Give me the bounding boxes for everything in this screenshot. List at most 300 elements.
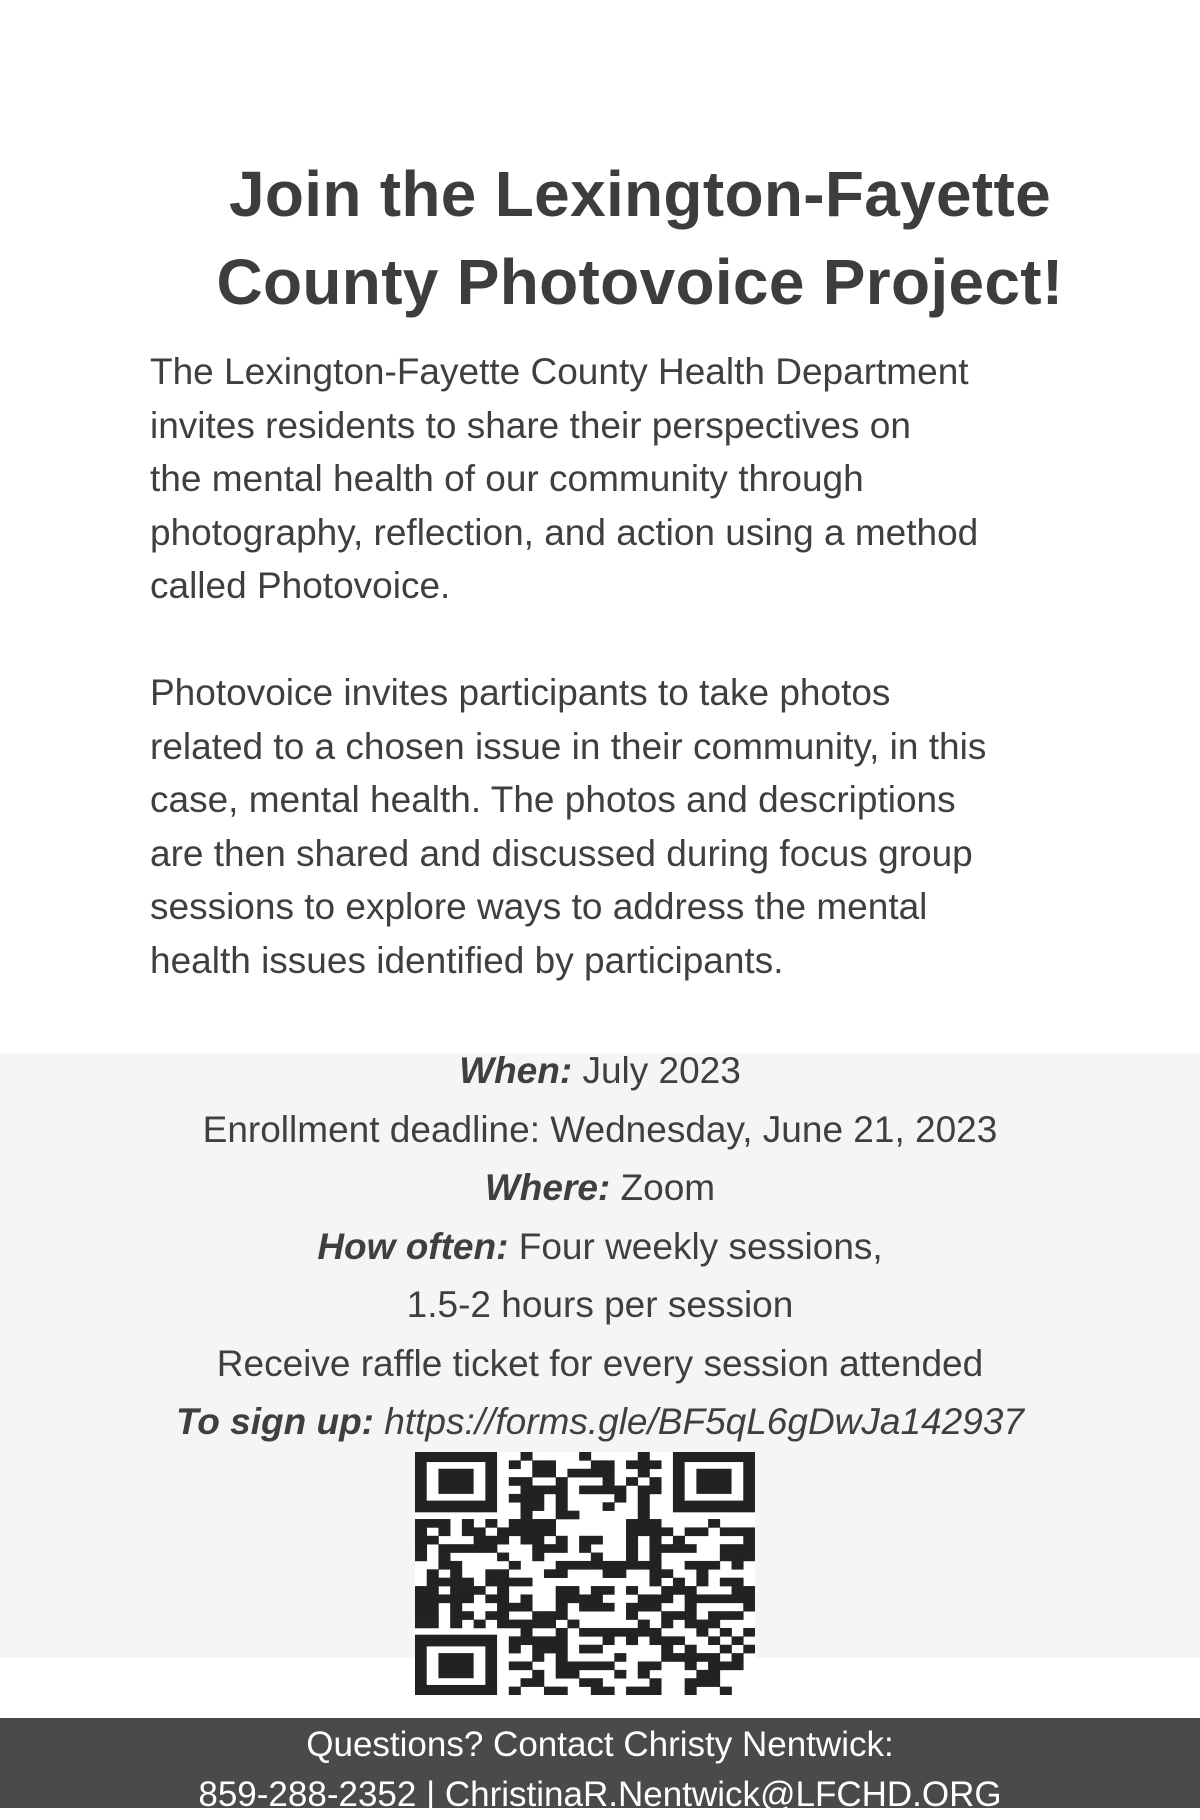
qr-module (649, 1460, 661, 1469)
qr-module (579, 1661, 591, 1670)
qr-module (521, 1636, 533, 1645)
qr-module (485, 1578, 497, 1587)
intro-line: The Lexington-Fayette County Health Department (150, 351, 969, 392)
qr-module (544, 1527, 556, 1536)
qr-module (474, 1527, 486, 1536)
qr-module (532, 1494, 544, 1503)
qr-module (603, 1586, 615, 1595)
qr-module (720, 1661, 732, 1670)
qr-module (661, 1544, 673, 1553)
qr-module (544, 1544, 556, 1553)
qr-module (567, 1594, 579, 1603)
qr-module (462, 1527, 474, 1536)
intro-paragraph (150, 345, 1070, 613)
qr-module (450, 1586, 462, 1595)
qr-module (626, 1611, 638, 1620)
qr-module (626, 1544, 638, 1553)
qr-module (532, 1636, 544, 1645)
qr-module (415, 1611, 427, 1620)
event-details (0, 1042, 1200, 1452)
qr-module (544, 1645, 556, 1654)
qr-module (567, 1511, 579, 1520)
qr-module (626, 1519, 638, 1528)
qr-module (708, 1620, 720, 1629)
qr-module (649, 1561, 661, 1570)
raffle-note: Receive raffle ticket for every session attended (216, 1342, 984, 1384)
qr-module (462, 1586, 474, 1595)
qr-module (649, 1578, 661, 1587)
qr-module (462, 1544, 474, 1553)
qr-module (591, 1586, 603, 1595)
qr-module (603, 1661, 615, 1670)
qr-module (567, 1469, 579, 1478)
qr-module (567, 1561, 579, 1570)
qr-module (544, 1636, 556, 1645)
qr-module (603, 1569, 615, 1578)
qr-code-icon[interactable] (415, 1452, 755, 1695)
qr-module (521, 1536, 533, 1545)
qr-finder-center (696, 1469, 731, 1494)
qr-module (626, 1553, 638, 1562)
description-line: health issues identified by participants. (150, 939, 784, 981)
qr-module (427, 1611, 439, 1620)
qr-module (556, 1687, 568, 1695)
qr-module (415, 1603, 427, 1612)
qr-module (732, 1594, 744, 1603)
qr-module (661, 1620, 673, 1629)
qr-module (544, 1469, 556, 1478)
qr-module (614, 1486, 626, 1495)
qr-module (720, 1578, 732, 1587)
qr-module (532, 1460, 544, 1469)
page-title (100, 150, 1180, 326)
qr-module (638, 1502, 650, 1511)
qr-module (720, 1645, 732, 1654)
qr-module (591, 1561, 603, 1570)
qr-module (708, 1636, 720, 1645)
qr-module (567, 1586, 579, 1595)
qr-module (638, 1452, 650, 1461)
qr-module (509, 1494, 521, 1503)
qr-module (720, 1594, 732, 1603)
qr-module (743, 1628, 755, 1637)
qr-module (591, 1594, 603, 1603)
qr-module (638, 1494, 650, 1503)
qr-module (614, 1628, 626, 1637)
qr-module (521, 1678, 533, 1687)
qr-module (462, 1578, 474, 1587)
qr-module (450, 1603, 462, 1612)
qr-module (415, 1536, 427, 1545)
qr-module (556, 1486, 568, 1495)
qr-module (696, 1628, 708, 1637)
qr-module (521, 1527, 533, 1536)
qr-module (673, 1544, 685, 1553)
qr-module (556, 1536, 568, 1545)
qr-module (603, 1486, 615, 1495)
qr-module (415, 1553, 427, 1562)
qr-module (521, 1620, 533, 1629)
qr-module (579, 1452, 591, 1461)
qr-module (521, 1494, 533, 1503)
qr-module (708, 1670, 720, 1679)
qr-module (626, 1628, 638, 1637)
qr-module (649, 1687, 661, 1695)
qr-module (685, 1527, 697, 1536)
qr-module (638, 1561, 650, 1570)
qr-module (556, 1502, 568, 1511)
enrollment-deadline: Enrollment deadline: Wednesday, June 21, 2023 (202, 1108, 998, 1150)
qr-module (427, 1586, 439, 1595)
qr-module (708, 1561, 720, 1570)
qr-module (661, 1645, 673, 1654)
qr-module (532, 1553, 544, 1562)
qr-module (579, 1486, 591, 1495)
qr-module (509, 1578, 521, 1587)
intro-line: photography, reflection, and action using a method (150, 511, 979, 553)
qr-module (626, 1477, 638, 1486)
qr-module (638, 1628, 650, 1637)
qr-module (720, 1553, 732, 1562)
qr-module (661, 1653, 673, 1662)
qr-module (720, 1527, 732, 1536)
qr-module (415, 1527, 427, 1536)
qr-module (521, 1661, 533, 1670)
qr-module (556, 1569, 568, 1578)
qr-module (614, 1561, 626, 1570)
qr-module (743, 1594, 755, 1603)
qr-module (567, 1661, 579, 1670)
qr-module (649, 1553, 661, 1562)
qr-module (649, 1477, 661, 1486)
qr-module (649, 1544, 661, 1553)
qr-module (732, 1661, 744, 1670)
qr-module (544, 1611, 556, 1620)
qr-module (708, 1594, 720, 1603)
qr-module (427, 1603, 439, 1612)
qr-module (438, 1519, 450, 1528)
qr-module (556, 1511, 568, 1520)
qr-module (696, 1527, 708, 1536)
qr-module (438, 1544, 450, 1553)
qr-module (556, 1628, 568, 1637)
qr-module (509, 1527, 521, 1536)
qr-module (579, 1678, 591, 1687)
qr-module (708, 1519, 720, 1528)
qr-module (497, 1578, 509, 1587)
qr-module (509, 1460, 521, 1469)
qr-module (649, 1527, 661, 1536)
qr-module (732, 1611, 744, 1620)
qr-module (732, 1553, 744, 1562)
qr-module (661, 1594, 673, 1603)
qr-module (743, 1553, 755, 1562)
qr-module (626, 1586, 638, 1595)
qr-module (649, 1603, 661, 1612)
qr-module (696, 1578, 708, 1587)
qr-module (603, 1502, 615, 1511)
where-label: Where: (484, 1167, 611, 1208)
qr-module (649, 1519, 661, 1528)
qr-module (720, 1687, 732, 1695)
qr-module (708, 1653, 720, 1662)
qr-module (521, 1519, 533, 1528)
qr-module (743, 1603, 755, 1612)
qr-module (474, 1620, 486, 1629)
qr-module (720, 1611, 732, 1620)
qr-module (696, 1670, 708, 1679)
qr-module (509, 1561, 521, 1570)
qr-module (661, 1586, 673, 1595)
qr-module (626, 1460, 638, 1469)
qr-module (521, 1502, 533, 1511)
qr-module (556, 1594, 568, 1603)
qr-module (521, 1486, 533, 1495)
qr-module (579, 1594, 591, 1603)
qr-module (450, 1594, 462, 1603)
qr-module (556, 1611, 568, 1620)
qr-module (614, 1569, 626, 1578)
qr-module (509, 1620, 521, 1629)
qr-module (556, 1544, 568, 1553)
qr-module (673, 1611, 685, 1620)
qr-module (661, 1611, 673, 1620)
qr-module (638, 1620, 650, 1629)
qr-module (649, 1569, 661, 1578)
qr-module (579, 1603, 591, 1612)
qr-module (696, 1561, 708, 1570)
qr-module (556, 1636, 568, 1645)
qr-module (427, 1594, 439, 1603)
qr-module (661, 1527, 673, 1536)
qr-module (579, 1645, 591, 1654)
qr-module (685, 1678, 697, 1687)
qr-module (521, 1511, 533, 1520)
qr-module (462, 1611, 474, 1620)
qr-module (638, 1670, 650, 1679)
qr-module (603, 1636, 615, 1645)
qr-module (743, 1586, 755, 1595)
qr-module (708, 1611, 720, 1620)
qr-module (509, 1603, 521, 1612)
qr-module (497, 1553, 509, 1562)
qr-module (732, 1544, 744, 1553)
intro-line: invites residents to share their perspectives on (150, 404, 911, 446)
qr-module (474, 1536, 486, 1545)
qr-finder-center (438, 1653, 473, 1678)
qr-module (638, 1603, 650, 1612)
qr-module (638, 1661, 650, 1670)
footer-details-line[interactable]: 859-288-2352 | ChristinaR.Nentwick@LFCHD.ORG (198, 1775, 1002, 1814)
qr-module (450, 1578, 462, 1587)
qr-module (685, 1611, 697, 1620)
qr-module (649, 1628, 661, 1637)
qr-module (556, 1670, 568, 1679)
qr-module (673, 1578, 685, 1587)
qr-module (591, 1486, 603, 1495)
qr-module (509, 1477, 521, 1486)
qr-module (521, 1628, 533, 1637)
qr-module (450, 1569, 462, 1578)
signup-label: To sign up: (176, 1401, 375, 1442)
qr-module (732, 1653, 744, 1662)
qr-module (603, 1477, 615, 1486)
qr-module (415, 1544, 427, 1553)
qr-module (497, 1611, 509, 1620)
footer-contact-line: Questions? Contact Christy Nentwick: (306, 1725, 894, 1764)
qr-module (649, 1678, 661, 1687)
qr-module (567, 1620, 579, 1629)
qr-module (743, 1645, 755, 1654)
session-length: 1.5-2 hours per session (406, 1284, 794, 1325)
qr-module (638, 1460, 650, 1469)
qr-module (462, 1519, 474, 1528)
qr-module (438, 1527, 450, 1536)
qr-module (685, 1561, 697, 1570)
qr-module (521, 1452, 533, 1461)
qr-module (696, 1569, 708, 1578)
qr-module (638, 1519, 650, 1528)
qr-module (603, 1460, 615, 1469)
qr-module (532, 1620, 544, 1629)
qr-module (509, 1645, 521, 1654)
qr-module (521, 1477, 533, 1486)
qr-module (532, 1678, 544, 1687)
qr-module (649, 1661, 661, 1670)
qr-module (720, 1628, 732, 1637)
qr-module (509, 1519, 521, 1528)
qr-module (485, 1594, 497, 1603)
qr-module (626, 1603, 638, 1612)
qr-module (638, 1594, 650, 1603)
qr-module (732, 1586, 744, 1595)
qr-module (696, 1653, 708, 1662)
qr-module (438, 1594, 450, 1603)
signup-link[interactable]: https://forms.gle/BF5qL6gDwJa142937 (384, 1401, 1024, 1442)
qr-module (603, 1561, 615, 1570)
intro-line: the mental health of our community through (150, 458, 864, 499)
qr-module (638, 1469, 650, 1478)
qr-module (685, 1620, 697, 1629)
when-label: When: (459, 1050, 573, 1091)
qr-module (556, 1603, 568, 1612)
qr-module (732, 1578, 744, 1587)
qr-module (532, 1486, 544, 1495)
qr-module (532, 1527, 544, 1536)
qr-module (614, 1494, 626, 1503)
qr-module (556, 1661, 568, 1670)
qr-module (485, 1536, 497, 1545)
qr-module (450, 1561, 462, 1570)
qr-module (497, 1603, 509, 1612)
qr-module (626, 1636, 638, 1645)
qr-module (685, 1661, 697, 1670)
qr-module (591, 1469, 603, 1478)
qr-module (438, 1578, 450, 1587)
qr-module (450, 1620, 462, 1629)
qr-module (532, 1536, 544, 1545)
qr-module (485, 1544, 497, 1553)
description-line: are then shared and discussed during focus group (150, 832, 973, 874)
qr-module (603, 1603, 615, 1612)
where-value: Zoom (620, 1167, 716, 1208)
qr-module (591, 1536, 603, 1545)
qr-module (685, 1594, 697, 1603)
qr-module (497, 1536, 509, 1545)
qr-module (685, 1653, 697, 1662)
qr-module (462, 1594, 474, 1603)
qr-module (532, 1653, 544, 1662)
where-row (0, 1159, 1200, 1218)
qr-module (579, 1469, 591, 1478)
qr-module (591, 1661, 603, 1670)
qr-module (544, 1486, 556, 1495)
qr-module (708, 1661, 720, 1670)
how-often-value: Four weekly sessions, (518, 1225, 883, 1267)
qr-module (673, 1653, 685, 1662)
qr-module (415, 1519, 427, 1528)
description-line: Photovoice invites participants to take photos (150, 672, 891, 713)
qr-module (474, 1544, 486, 1553)
qr-module (696, 1678, 708, 1687)
qr-module (649, 1486, 661, 1495)
title-line-1: Join the Lexington-Fayette (228, 158, 1052, 230)
qr-module (544, 1460, 556, 1469)
qr-module (415, 1620, 427, 1629)
qr-module (614, 1670, 626, 1679)
qr-module (450, 1611, 462, 1620)
qr-module (509, 1661, 521, 1670)
qr-module (485, 1519, 497, 1528)
qr-module (638, 1511, 650, 1520)
description-paragraph (150, 666, 1070, 987)
description-line: related to a chosen issue in their community, in this (150, 725, 987, 767)
qr-module (591, 1460, 603, 1469)
qr-module (415, 1586, 427, 1595)
qr-module (638, 1527, 650, 1536)
how-often-label: How often: (317, 1225, 509, 1267)
qr-module (673, 1586, 685, 1595)
qr-module (720, 1544, 732, 1553)
qr-module (556, 1477, 568, 1486)
signup-row (0, 1393, 1200, 1452)
qr-module (556, 1561, 568, 1570)
qr-module (532, 1519, 544, 1528)
when-value: July 2023 (582, 1050, 741, 1091)
qr-module (544, 1620, 556, 1629)
qr-module (485, 1569, 497, 1578)
qr-module (427, 1536, 439, 1545)
qr-module (567, 1670, 579, 1679)
qr-module (626, 1536, 638, 1545)
qr-module (579, 1628, 591, 1637)
qr-module (743, 1536, 755, 1545)
qr-module (626, 1527, 638, 1536)
qr-module (603, 1628, 615, 1637)
qr-module (532, 1645, 544, 1654)
qr-module (509, 1687, 521, 1695)
qr-module (544, 1569, 556, 1578)
qr-module (497, 1527, 509, 1536)
qr-module (685, 1586, 697, 1595)
qr-module (532, 1469, 544, 1478)
qr-module (743, 1544, 755, 1553)
qr-module (521, 1603, 533, 1612)
qr-module (673, 1636, 685, 1645)
qr-module (579, 1536, 591, 1545)
qr-module (438, 1553, 450, 1562)
qr-module (497, 1620, 509, 1629)
